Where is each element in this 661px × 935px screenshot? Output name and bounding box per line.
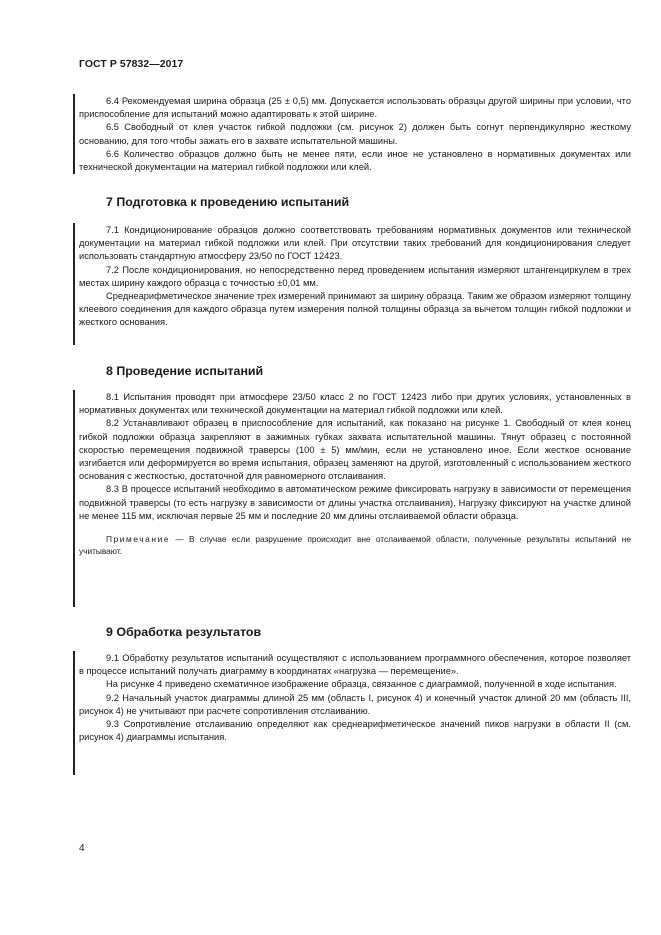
change-bar — [73, 390, 75, 607]
section-7-title: 7 Подготовка к проведению испытаний — [106, 195, 350, 209]
paragraph-7-1: 7.1 Кондиционирование образцов должно соответствовать требованиям нормативных документов или технической документации на материал гибкой подложки или клей. При отсутствии таких требований для кондиционирования следует использовать стандартную атмосферу 23/50 по ГОСТ 12423. — [79, 225, 631, 262]
section-6-tail — [79, 95, 631, 174]
section-8-title: 8 Проведение испытаний — [106, 364, 264, 378]
change-bar — [73, 651, 75, 775]
paragraph-8-3: 8.3 В процессе испытаний необходимо в автоматическом режиме фиксировать нагрузку в зависимости от перемещения подвижной траверсы (то есть нагрузку в зависимости от длины участка отслаивания). Нагрузку фиксируют на участке длиной не менее 115 мм, исключая первые 25 мм и последние 20 мм длины отслаиваемой области образца. — [79, 484, 631, 521]
section-8-body — [79, 391, 631, 558]
paragraph-6-6: 6.6 Количество образцов должно быть не менее пяти, если иное не установлено в нормативных документах или технической документации на материал гибкой подложки или клей. — [79, 148, 631, 173]
paragraph-9-1: 9.1 Обработку результатов испытаний осуществляют с использованием программного обеспечения, которое позволяет в процессе испытаний получать диаграмму в координатах «нагрузка — перемещение». — [79, 653, 631, 677]
note-text: — В случае если разрушение происходит вне отслаиваемой области, полученные результаты испытаний не учитывают. — [79, 534, 631, 557]
section-9-title: 9 Обработка результатов — [106, 625, 262, 639]
paragraph-7-2-cont: Среднеарифметическое значение трех измерений принимают за ширину образца. Таким же образом измеряют толщину клеевого соединения для каждого образца путем измерения полной толщины образца за вычетом толщин гибкой подложки и жесткого основания. — [79, 291, 631, 328]
paragraph-8-2: 8.2 Устанавливают образец в приспособление для испытаний, как показано на рисунке 1. Свободный от клея конец гибкой подложки образца закрепляют в зажимных губках захвата испытательной машины. Тянут образец с постоянной скоростью перемещения подвижной траверсы (100 ± 5) мм/мин, если не установлено иное. Если жесткое основание изгибается или деформируется во время испытания, образец заменяют на другой, изготовленный с использованием жесткого основания с жесткостью, достаточной для равномерного отслаивания. — [79, 418, 631, 482]
paragraph-9-2: 9.2 Начальный участок диаграммы длиной 25 мм (область I, рисунок 4) и конечный участок длиной 20 мм (область III, рисунок 4) не учитывают при расчете сопротивления отслаиванию. — [79, 692, 631, 716]
page-number: 4 — [79, 843, 85, 854]
paragraph-6-5: 6.5 Свободный от клея участок гибкой подложки (см. рисунок 2) должен быть согнут перпендикулярно жесткому основанию, для того чтобы зажать его в захвате испытательной машины. — [79, 122, 631, 146]
paragraph-7-2: 7.2 После кондиционирования, но непосредственно перед проведением испытания измеряют штангенциркулем в трех местах ширину каждого образца с точностью ±0,01 мм. — [79, 264, 631, 288]
section-7-body — [79, 224, 631, 330]
note — [79, 533, 631, 558]
paragraph-8-1: 8.1 Испытания проводят при атмосфере 23/50 класс 2 по ГОСТ 12423 либо при других условиях, установленных в нормативных документах или технической документации на материал гибкой подложки или клей. — [79, 392, 631, 416]
change-bar — [73, 223, 75, 345]
paragraph-6-4: 6.4 Рекомендуемая ширина образца (25 ± 0,5) мм. Допускается использовать образцы другой ширины при условии, что приспособление для испытаний можно адаптировать к этой ширине. — [79, 96, 631, 120]
paragraph-9-3: 9.3 Сопротивление отслаиванию определяют как среднеарифметическое значений пиков нагрузки в области II (см. рисунок 4) диаграммы испытания. — [79, 719, 631, 743]
paragraph-9-1-cont: На рисунке 4 приведено схематичное изображение образца, связанное с диаграммой, полученной в ходе испытания. — [106, 679, 617, 690]
change-bar — [73, 94, 75, 174]
section-9-body — [79, 652, 631, 744]
note-label: Примечание — [106, 534, 171, 545]
document-header: ГОСТ Р 57832—2017 — [79, 59, 184, 70]
